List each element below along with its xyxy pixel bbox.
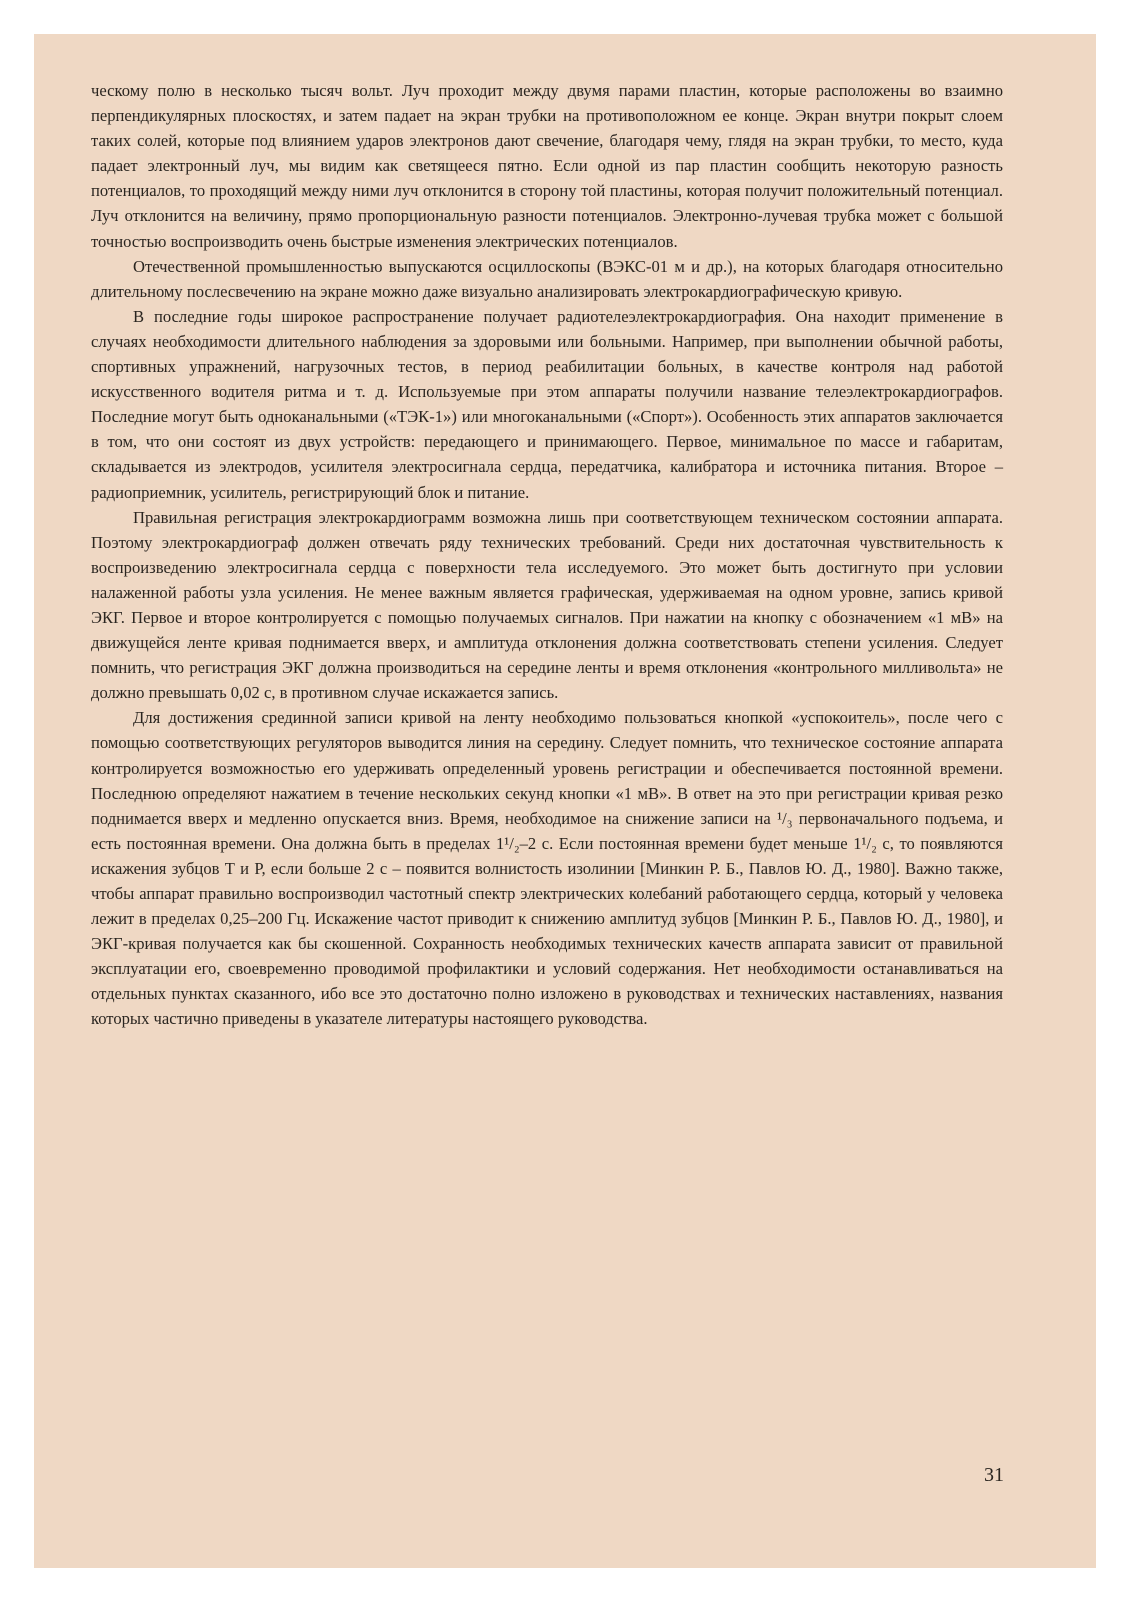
paragraph-5: Для достижения срединной записи кривой на ленту необходимо пользоваться кнопкой «успокоитель», после чего с помощью соответствующих регуляторов выводится линия на середину. Следует помнить, что техническое состояние аппарата контролируется возможностью его удерживать определенный уровень регистрации и обеспечивается постоянной времени. Последнюю определяют нажатием в течение нескольких секунд кнопки «1 мВ». В ответ на это при регистрации кривая резко поднимается вверх и медленно опускается вниз. Время, необходимое на снижение записи на ¹/₃ первоначального подъема, и есть постоянная времени. Она должна быть в пределах 1¹/₂–2 с. Если постоянная времени будет меньше 1¹/₂ с, то появляются искажения зубцов Т и Р, если больше 2 с – появится волнистость изолинии [Минкин Р. Б., Павлов Ю. Д., 1980]. Важно также, чтобы аппарат правильно воспроизводил частотный спектр электрических колебаний работающего сердца, который у человека лежит в пределах 0,25–200 Гц. Искажение частот приводит к снижению амплитуд зубцов [Минкин Р. Б., Павлов Ю. Д., 1980], и ЭКГ-кривая получается как бы скошенной. Сохранность необходимых технических качеств аппарата зависит от правильной эксплуатации его, своевременно проводимой профилактики и условий содержания. Нет необходимости останавливаться на отдельных пунктах сказанного, ибо все это достаточно полно изложено в руководствах и технических наставлениях, названия которых частично приведены в указателе литературы настоящего руководства. xyxy=(91,708,1003,1029)
paragraph-1: ческому полю в несколько тысяч вольт. Луч проходит между двумя парами пластин, которые расположены во взаимно перпендикулярных плоскостях, и затем падает на экран трубки на противоположном ее конце. Экран внутри покрыт слоем таких солей, которые под влиянием ударов электронов дают свечение, благодаря чему, глядя на экран трубки, то место, куда падает электронный луч, мы видим как светящееся пятно. Если одной из пар пластин сообщить некоторую разность потенциалов, то проходящий между ними луч отклонится в сторону той пластины, которая получит положительный потенциал. Луч отклонится на величину, прямо пропорциональную разности потенциалов. Электронно-лучевая трубка может с большой точностью воспроизводить очень быстрые изменения электрических потенциалов. xyxy=(91,81,1003,251)
body-text xyxy=(91,78,1003,1032)
paragraph-3: В последние годы широкое распространение получает радиотелеэлектрокардиография. Она находит применение в случаях необходимости длительного наблюдения за здоровыми или больными. Например, при выполнении обычной работы, спортивных упражнений, нагрузочных тестов, в период реабилитации больных, в качестве контроля над работой искусственного водителя ритма и т. д. Используемые при этом аппараты получили название телеэлектрокардиографов. Последние могут быть одноканальными («ТЭК-1») или многоканальными («Спорт»). Особенность этих аппаратов заключается в том, что они состоят из двух устройств: передающего и принимающего. Первое, минимальное по массе и габаритам, складывается из электродов, усилителя электросигнала сердца, передатчика, калибратора и источника питания. Второе – радиоприемник, усилитель, регистрирующий блок и питание. xyxy=(91,306,1003,502)
paragraph-4: Правильная регистрация электрокардиограмм возможна лишь при соответствующем техническом состоянии аппарата. Поэтому электрокардиограф должен отвечать ряду технических требований. Среди них достаточная чувствительность к воспроизведению электросигнала сердца с поверхности тела исследуемого. Это может быть достигнуто при условии налаженной работы узла усиления. Не менее важным является графическая, удерживаемая на одном уровне, запись кривой ЭКГ. Первое и второе контролируется с помощью получаемых сигналов. При нажатии на кнопку с обозначением «1 мВ» на движущейся ленте кривая поднимается вверх, и амплитуда отклонения должна соответствовать степени усиления. Следует помнить, что регистрация ЭКГ должна производиться на середине ленты и время отклонения «контрольного милливольта» не должно превышать 0,02 с, в противном случае искажается запись. xyxy=(91,507,1003,703)
page-number: 31 xyxy=(984,1464,1004,1486)
book-page xyxy=(34,34,1096,1568)
paragraph-2: Отечественной промышленностью выпускаются осциллоскопы (ВЭКС-01 м и др.), на которых благодаря относительно длительному послесвечению на экране можно даже визуально анализировать электрокардиографическую кривую. xyxy=(91,256,1003,301)
